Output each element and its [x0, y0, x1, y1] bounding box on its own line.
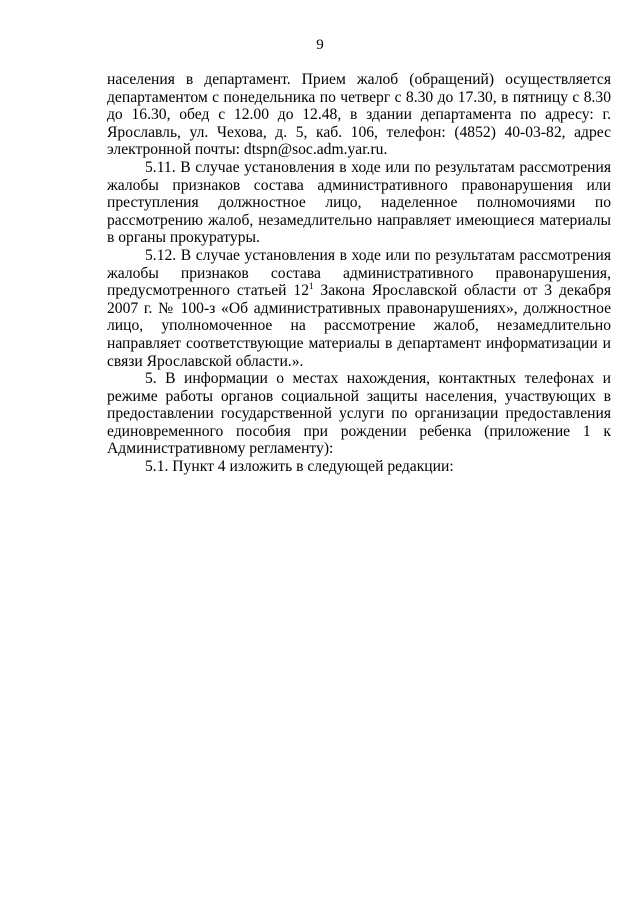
paragraph-5-12-part-1: 5.12. В случае установления в ходе или по результатам рассмотрения жалобы признаков состава административного правонарушения, предусмотренного статьей 12 — [107, 246, 611, 300]
paragraph-5-info: 5. В информации о местах нахождения, контактных телефонах и режиме работы органов социальной защиты населения, участвующих в предоставлении государственной услуги по организации предоставления единовременного пособия при рождении ребенка (приложение 1 к Административному регламенту): — [107, 370, 611, 458]
paragraph-5-11: 5.11. В случае установления в ходе или по результатам рассмотрения жалобы признаков состава административного правонарушения или преступления должностное лицо, наделенное полномочиями по рассмотрению жалоб, незамедлительно направляет имеющиеся материалы в органы прокуратуры. — [107, 158, 611, 247]
page-number: 9 — [316, 37, 324, 53]
document-body — [107, 71, 611, 476]
paragraph-complaints-schedule: населения в департамент. Прием жалоб (обращений) осуществляется департаментом с понедельника по четверг с 8.30 до 17.30, в пятницу с 8.30 до 16.30, обед с 12.00 до 12.48, в здании департамента по адресу: г. Ярославль, ул. Чехова, д. 5, каб. 106, телефон: (4852) 40-03-82, адрес электронной почты: dtspn@soc.adm.yar.ru. — [107, 71, 611, 159]
article-superscript: 1 — [309, 280, 314, 291]
paragraph-5-12-part-2: Закона Ярославской области от 3 декабря 2007 г. № 100-з «Об административных правонарушениях», должностное лицо, уполномоченное на рассмотрение жалоб, незамедлительно направляет соответствующие материалы в департамент информатизации и связи Ярославской области.». — [107, 282, 612, 370]
paragraph-5-1: 5.1. Пункт 4 изложить в следующей редакции: — [145, 458, 454, 476]
paragraph-5-12 — [107, 247, 611, 370]
